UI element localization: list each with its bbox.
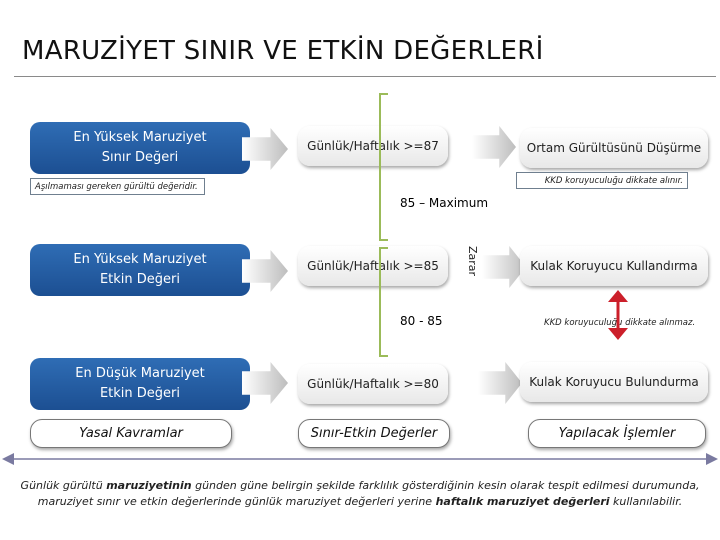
daily-weekly-85-box: Günlük/Haftalık >=85	[298, 246, 448, 286]
footer-note	[10, 478, 710, 510]
daily-weekly-87-box: Günlük/Haftalık >=87	[298, 126, 448, 166]
legal-concepts-label: Yasal Kavramlar	[30, 419, 232, 448]
footer-bold1: maruziyetinin	[106, 479, 192, 492]
footer-bold2: haftalık maruziyet değerleri	[435, 495, 610, 508]
page-title: MARUZİYET SINIR VE ETKİN DEĞERLERİ	[22, 36, 544, 66]
chevron-right-icon	[478, 362, 522, 404]
ppe-not-considered-note: KKD koruyuculuğu dikkate alınmaz.	[544, 318, 696, 328]
daily-weekly-80-box: Günlük/Haftalık >=80	[298, 364, 448, 404]
limit-note: Aşılmaması gereken gürültü değeridir.	[30, 178, 205, 195]
footer-part3: kullanılabilir.	[609, 495, 683, 508]
max-exposure-limit-line1: En Yüksek Maruziyet	[73, 130, 207, 145]
horizontal-double-arrow	[0, 452, 720, 466]
min-action-value-line1: En Düşük Maruziyet	[75, 366, 205, 381]
chevron-right-icon	[472, 126, 516, 168]
max-action-value-line2: Etkin Değeri	[99, 272, 181, 287]
min-action-value-box	[30, 358, 250, 410]
ppe-considered-note: KKD koruyuculuğu dikkate alınır.	[516, 172, 688, 189]
range-brackets	[370, 90, 400, 360]
footer-part1: Günlük gürültü	[20, 479, 107, 492]
up-down-arrow-icon	[604, 288, 632, 342]
provide-hearing-protection-box: Kulak Koruyucu Bulundurma	[520, 362, 708, 402]
range-85-max: 85 – Maximum	[400, 196, 489, 210]
zarar-box	[462, 244, 482, 290]
limit-action-values-label: Sınır-Etkin Değerler	[298, 419, 450, 448]
max-exposure-limit-line2: Sınır Değeri	[101, 150, 179, 165]
title-divider	[14, 76, 716, 77]
max-exposure-limit-box	[30, 122, 250, 174]
zarar-label: Zarar	[466, 246, 479, 277]
use-hearing-protection-box: Kulak Koruyucu Kullandırma	[520, 246, 708, 286]
reduce-noise-box: Ortam Gürültüsünü Düşürme	[520, 128, 708, 168]
min-action-value-line2: Etkin Değeri	[99, 386, 181, 401]
actions-label: Yapılacak İşlemler	[528, 419, 706, 448]
max-action-value-line1: En Yüksek Maruziyet	[73, 252, 207, 267]
max-action-value-box	[30, 244, 250, 296]
range-80-85: 80 - 85	[400, 314, 443, 328]
footer-part2: günden güne belirgin şekilde farklılık gösterdiğinin kesin olarak tespit edilmesi durumunda, maruziyet sınır ve etkin değerlerinde günlük maruziyet değerleri yerine	[37, 479, 700, 508]
